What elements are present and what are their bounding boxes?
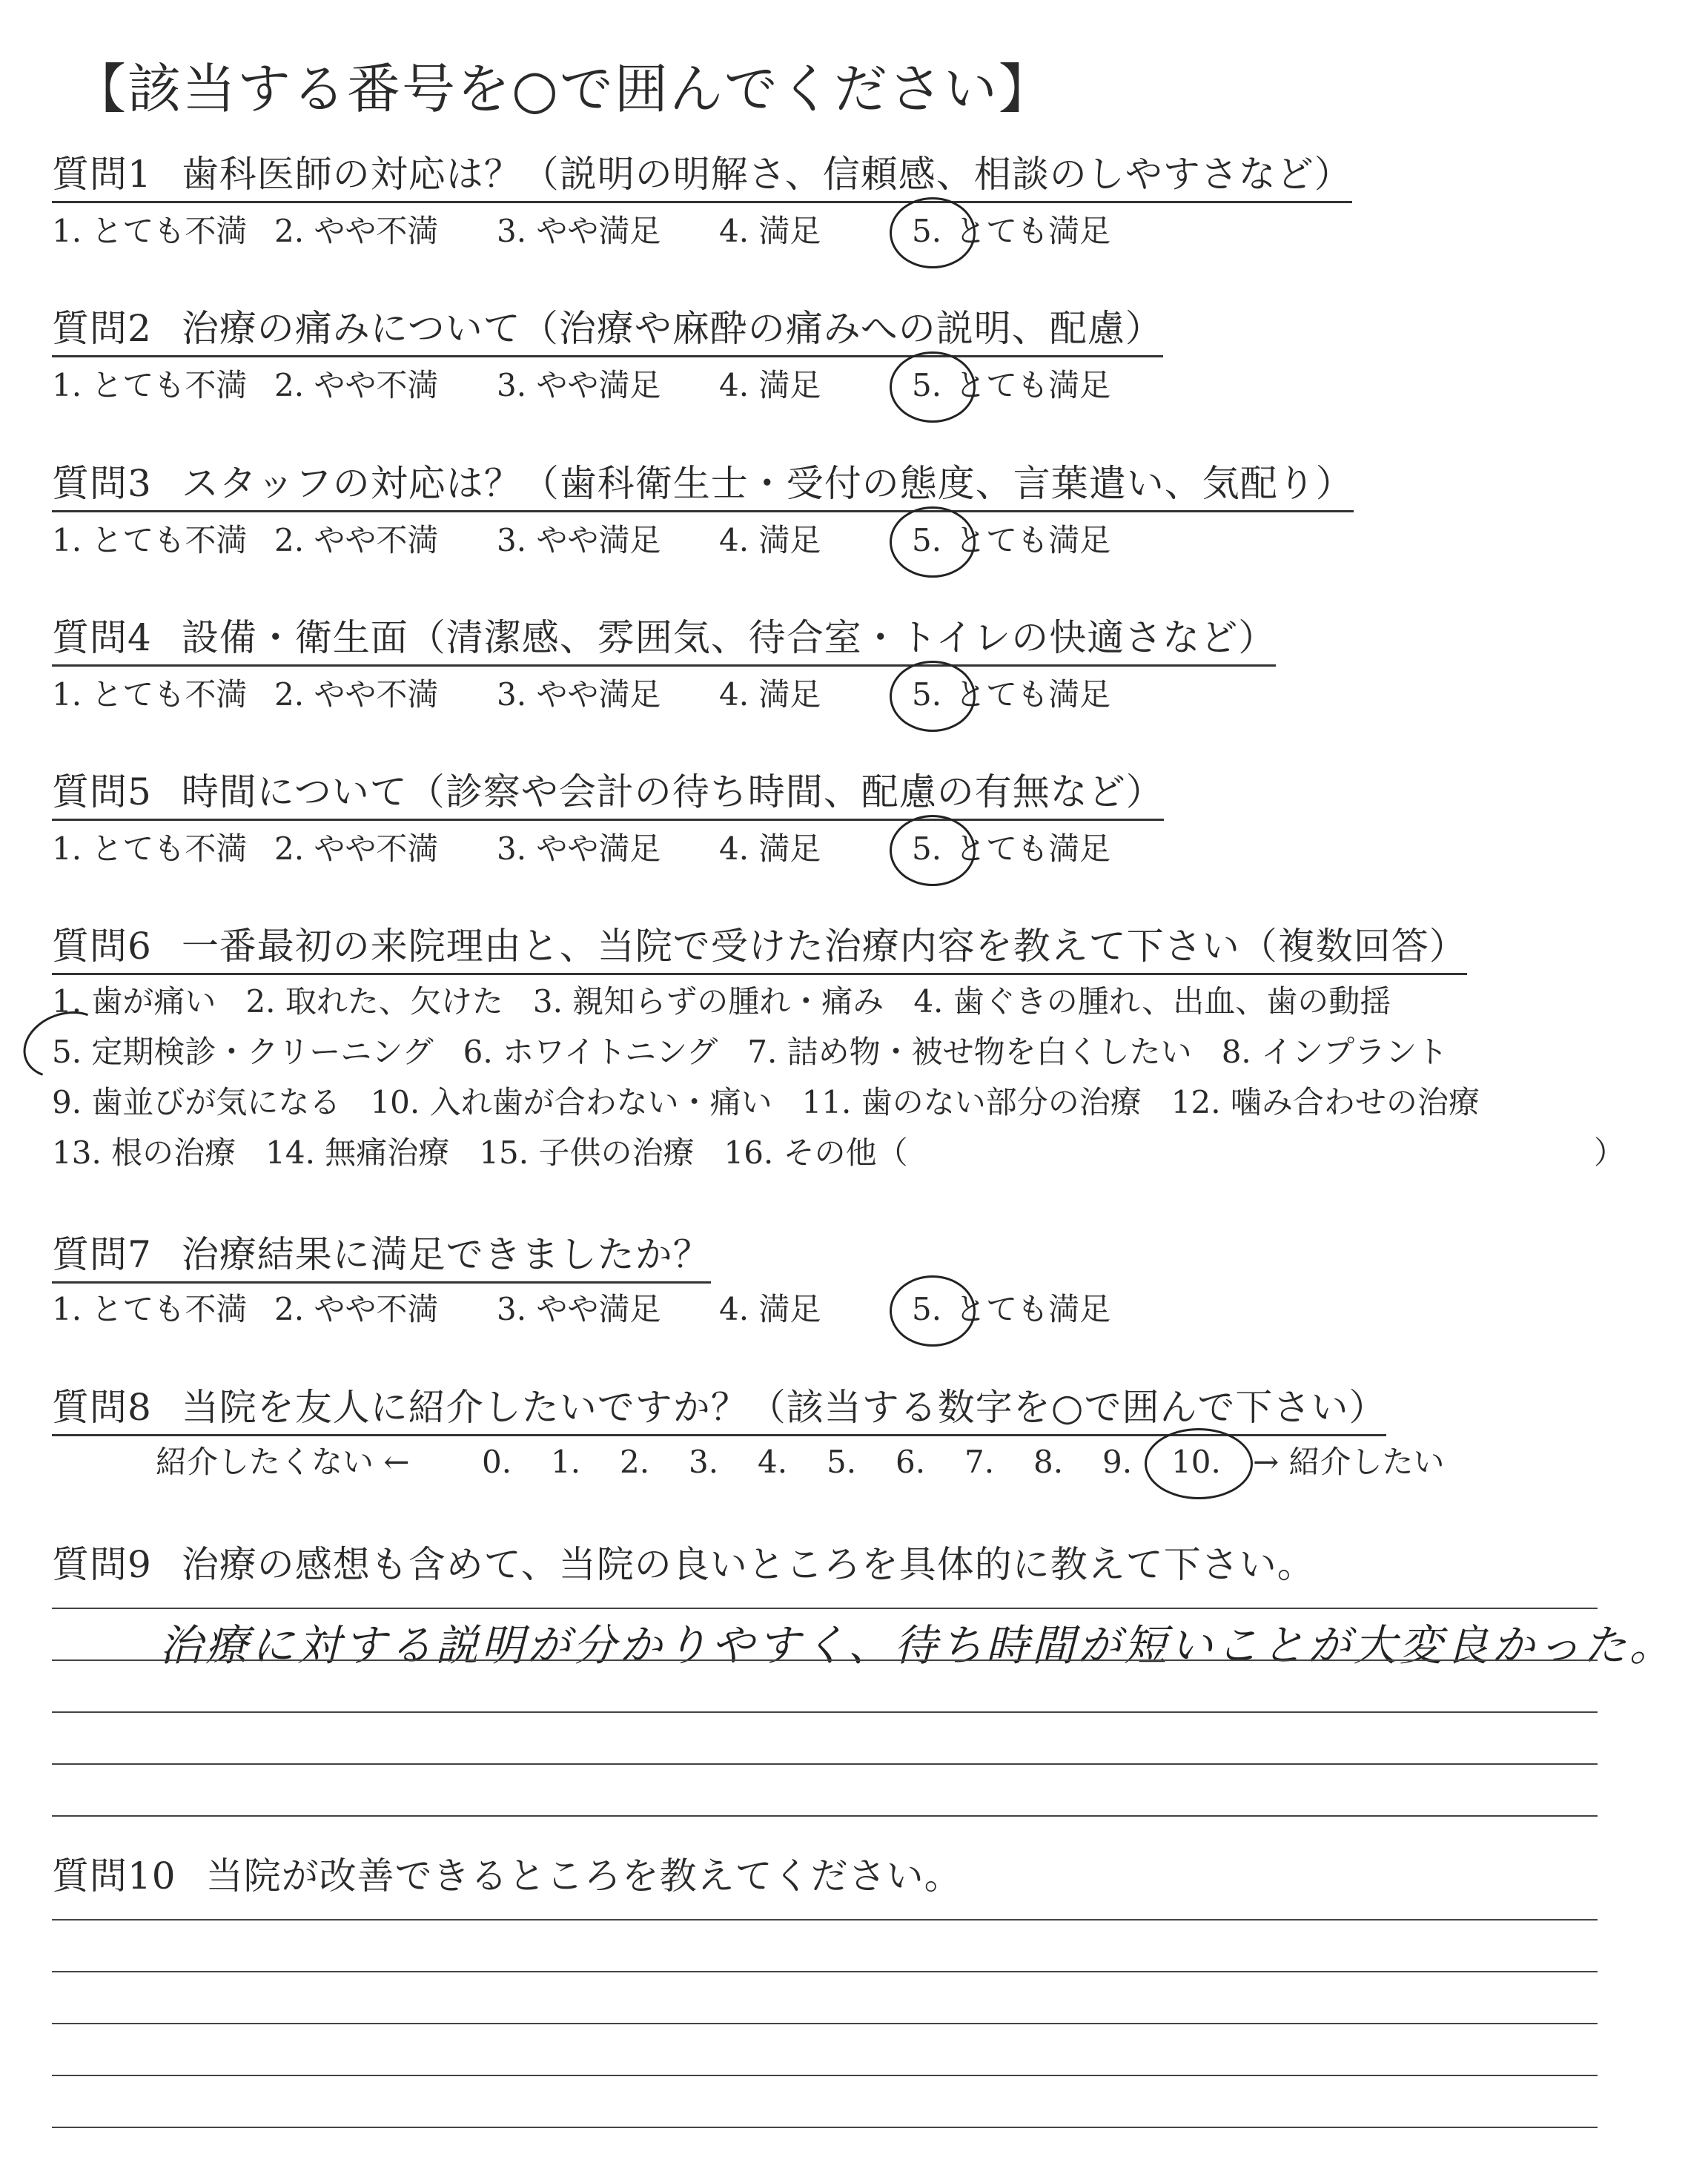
question-10-heading — [52, 1854, 962, 1903]
q8-right-label: → 紹介したい — [1253, 1444, 1445, 1480]
q6-option-1[interactable]: 1. 歯が痛い — [52, 983, 216, 1020]
question-3-label: 質問3 — [52, 462, 152, 505]
q6-option-4[interactable]: 4. 歯ぐきの腫れ、出血、歯の動揺 — [913, 983, 1391, 1020]
q2-option-2[interactable]: 2. やや不満 — [274, 367, 439, 403]
q8-option-10[interactable] — [1171, 1443, 1234, 1482]
q6-option-5[interactable] — [52, 1034, 434, 1070]
q8-left-label: 紹介したくない ← — [156, 1444, 410, 1480]
question-10-label: 質問10 — [52, 1855, 176, 1898]
question-4-heading — [52, 615, 1276, 667]
q8-option-7[interactable]: 7. — [964, 1444, 995, 1480]
question-6-label: 質問6 — [52, 925, 152, 968]
q4-option-2[interactable]: 2. やや不満 — [274, 676, 439, 713]
q7-option-4[interactable]: 4. 満足 — [719, 1291, 821, 1327]
answer-line — [52, 1659, 1598, 1661]
q3-option-3[interactable]: 3. やや満足 — [497, 522, 661, 558]
question-9-text: 治療の感想も含めて、当院の良いところを具体的に教えて下さい。 — [181, 1543, 1315, 1586]
q1-option-2[interactable]: 2. やや不満 — [274, 213, 439, 249]
question-5-options — [52, 830, 1238, 874]
question-4-text: 設備・衛生面（清潔感、雰囲気、待合室・トイレの快適さなど） — [181, 616, 1277, 659]
q8-option-4[interactable]: 4. — [758, 1444, 788, 1480]
q1-option-5[interactable] — [912, 212, 1110, 251]
q6-option-3[interactable]: 3. 親知らずの腫れ・痛み — [532, 983, 884, 1020]
q6-option-11[interactable]: 11. 歯のない部分の治療 — [801, 1084, 1142, 1120]
q5-option-4[interactable]: 4. 満足 — [719, 830, 821, 867]
answer-line — [52, 2127, 1598, 2128]
q4-option-5-label: とても満足 — [955, 676, 1111, 713]
q8-option-5[interactable]: 5. — [827, 1444, 857, 1480]
q8-option-8[interactable]: 8. — [1033, 1444, 1064, 1480]
question-10-text: 当院が改善できるところを教えてください。 — [205, 1855, 962, 1898]
question-2-options — [52, 366, 1238, 411]
q8-option-6[interactable]: 6. — [896, 1444, 926, 1480]
q6-option-15[interactable]: 15. 子供の治療 — [479, 1135, 695, 1171]
question-9-heading — [52, 1542, 1315, 1591]
q3-option-4[interactable]: 4. 満足 — [719, 522, 821, 558]
question-7-options — [52, 1290, 1238, 1335]
q6-option-16[interactable]: 16. その他（ — [724, 1135, 908, 1171]
question-8-label: 質問8 — [52, 1386, 152, 1429]
q8-option-2[interactable]: 2. — [620, 1444, 650, 1480]
q5-option-3[interactable]: 3. やや満足 — [497, 830, 661, 867]
question-8-text: 当院を友人に紹介したいですか？（該当する数字を○で囲んで下さい） — [181, 1386, 1387, 1429]
q7-option-3[interactable]: 3. やや満足 — [497, 1291, 661, 1327]
q4-option-3[interactable]: 3. やや満足 — [497, 676, 661, 713]
q5-option-5-label: とても満足 — [955, 830, 1111, 867]
question-5-text: 時間について（診察や会計の待ち時間、配慮の有無など） — [181, 770, 1164, 813]
question-3-heading — [52, 461, 1354, 512]
q8-option-10-number: 10. — [1171, 1444, 1221, 1480]
q6-other-close-paren: ） — [1594, 1135, 1626, 1171]
question-8-scale — [156, 1443, 1490, 1487]
answer-line — [52, 1711, 1598, 1713]
q2-option-5-number: 5. — [912, 367, 942, 403]
q2-option-5[interactable] — [912, 366, 1110, 405]
question-5-heading — [52, 770, 1164, 821]
question-1-text: 歯科医師の対応は？（説明の明解さ、信頼感、相談のしやすさなど） — [181, 153, 1352, 196]
q3-option-5-label: とても満足 — [955, 522, 1111, 558]
q4-option-1[interactable]: 1. とても不満 — [52, 676, 248, 713]
q8-option-3[interactable]: 3. — [689, 1444, 719, 1480]
q2-option-4[interactable]: 4. 満足 — [719, 367, 821, 403]
answer-line — [52, 1919, 1598, 1920]
q8-option-9[interactable]: 9. — [1102, 1444, 1133, 1480]
q8-option-0[interactable]: 0. — [482, 1444, 512, 1480]
question-9-answer[interactable]: 治療に対する説明が分かりやすく、待ち時間が短いことが大変良かった。 — [159, 1620, 1675, 1671]
q1-option-5-label: とても満足 — [955, 213, 1111, 249]
answer-line — [52, 2075, 1598, 2076]
answer-line — [52, 2023, 1598, 2024]
q3-option-2[interactable]: 2. やや不満 — [274, 522, 439, 558]
question-3-text: スタッフの対応は？（歯科衛生士・受付の態度、言葉遣い、気配り） — [181, 462, 1354, 505]
question-5-label: 質問5 — [52, 770, 152, 813]
answer-line — [52, 1763, 1598, 1765]
question-1-options — [52, 212, 1238, 257]
question-2-label: 質問2 — [52, 307, 152, 350]
q7-option-5[interactable] — [912, 1290, 1110, 1329]
q4-option-5-number: 5. — [912, 676, 942, 713]
q3-option-1[interactable]: 1. とても不満 — [52, 522, 248, 558]
q4-option-5[interactable] — [912, 676, 1110, 714]
page-title: 【該当する番号を○で囲んでください】 — [73, 58, 1053, 120]
q1-option-1[interactable]: 1. とても不満 — [52, 213, 248, 249]
question-2-heading — [52, 306, 1163, 357]
q5-option-2[interactable]: 2. やや不満 — [274, 830, 439, 867]
q7-option-1[interactable]: 1. とても不満 — [52, 1291, 248, 1327]
question-6-heading — [52, 924, 1467, 975]
q2-option-5-label: とても満足 — [955, 367, 1111, 403]
q7-option-5-label: とても満足 — [955, 1291, 1111, 1327]
question-4-options — [52, 676, 1238, 720]
q6-option-7[interactable]: 7. 詰め物・被せ物を白くしたい — [747, 1034, 1192, 1070]
q7-option-5-number: 5. — [912, 1291, 942, 1327]
q2-option-1[interactable]: 1. とても不満 — [52, 367, 248, 403]
question-6-row-2 — [52, 1033, 1477, 1071]
q6-option-12[interactable]: 12. 噛み合わせの治療 — [1171, 1084, 1480, 1120]
q1-option-5-number: 5. — [912, 213, 942, 249]
q6-option-5-label: 5. 定期検診・クリーニング — [52, 1034, 434, 1070]
q1-option-3[interactable]: 3. やや満足 — [497, 213, 661, 249]
q6-option-6[interactable]: 6. ホワイトニング — [463, 1034, 718, 1070]
q6-option-8[interactable]: 8. インプラント — [1221, 1034, 1449, 1070]
q8-option-1[interactable]: 1. — [551, 1444, 581, 1480]
answer-line — [52, 1815, 1598, 1817]
question-1-heading — [52, 152, 1352, 203]
question-7-heading — [52, 1232, 711, 1284]
question-1-label: 質問1 — [52, 153, 152, 196]
question-7-label: 質問7 — [52, 1233, 152, 1276]
question-9-label: 質問9 — [52, 1543, 152, 1586]
question-7-text: 治療結果に満足できましたか？ — [181, 1233, 711, 1276]
q6-option-2[interactable]: 2. 取れた、欠けた — [245, 983, 503, 1020]
q2-option-3[interactable]: 3. やや満足 — [497, 367, 661, 403]
q1-option-4[interactable]: 4. 満足 — [719, 213, 821, 249]
q6-option-13[interactable]: 13. 根の治療 — [52, 1135, 236, 1171]
question-4-label: 質問4 — [52, 616, 152, 659]
question-2-text: 治療の痛みについて（治療や麻酔の痛みへの説明、配慮） — [181, 307, 1163, 350]
q5-option-1[interactable]: 1. とても不満 — [52, 830, 248, 867]
q4-option-4[interactable]: 4. 満足 — [719, 676, 821, 713]
answer-line — [52, 1608, 1598, 1609]
question-3-options — [52, 521, 1238, 566]
q5-option-5-number: 5. — [912, 830, 942, 867]
q3-option-5-number: 5. — [912, 522, 942, 558]
question-6-row-3 — [52, 1083, 1509, 1122]
q6-option-14[interactable]: 14. 無痛治療 — [265, 1135, 450, 1171]
q7-option-2[interactable]: 2. やや不満 — [274, 1291, 439, 1327]
q3-option-5[interactable] — [912, 521, 1110, 560]
question-6-row-4 — [52, 1134, 938, 1172]
q6-option-10[interactable]: 10. 入れ歯が合わない・痛い — [370, 1084, 772, 1120]
question-8-heading — [52, 1385, 1386, 1436]
q5-option-5[interactable] — [912, 830, 1110, 868]
question-6-row-1 — [52, 982, 1420, 1021]
answer-line — [52, 1971, 1598, 1972]
question-6-text: 一番最初の来院理由と、当院で受けた治療内容を教えて下さい（複数回答） — [181, 925, 1467, 968]
q6-option-9[interactable]: 9. 歯並びが気になる — [52, 1084, 341, 1120]
